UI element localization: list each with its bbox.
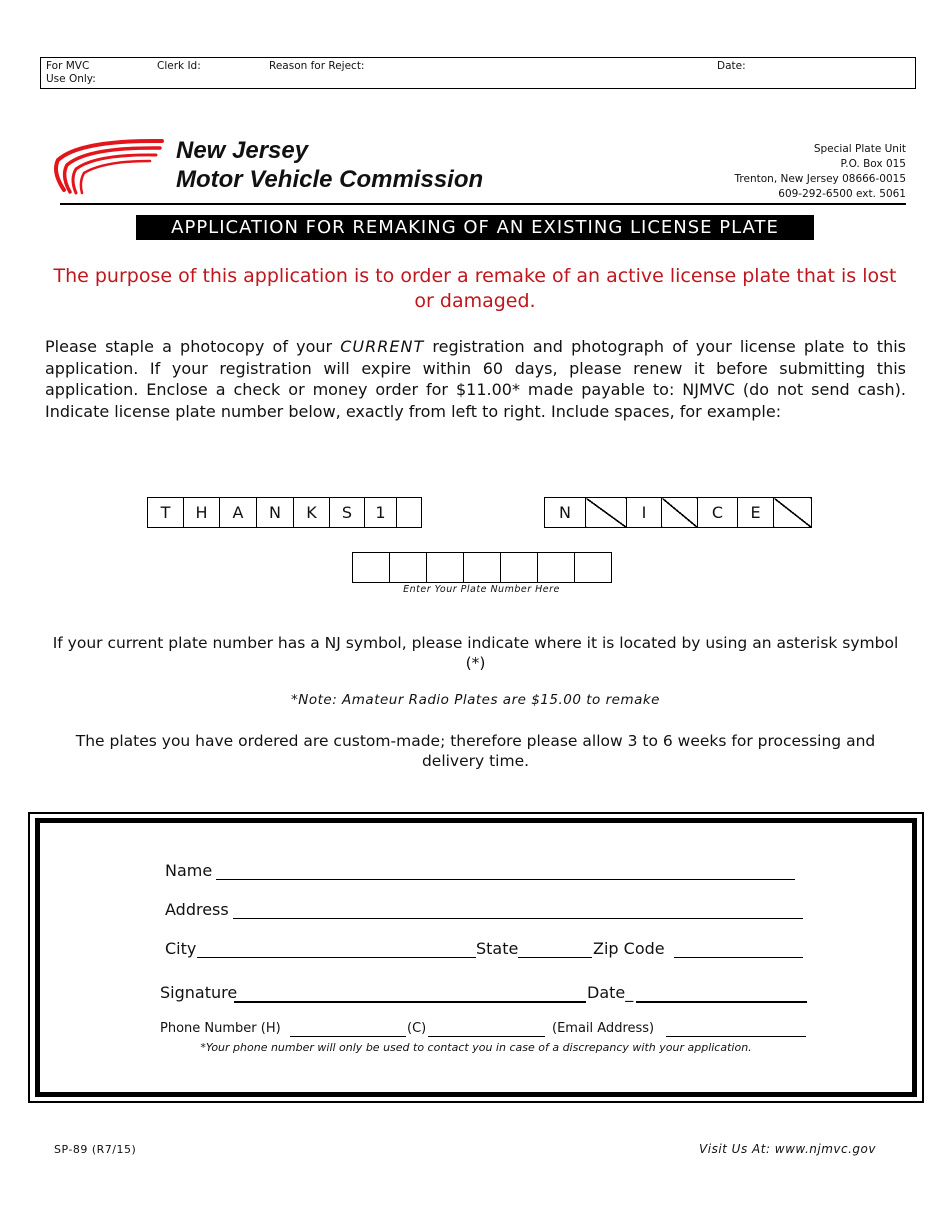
org-name-line1: New Jersey [176,137,309,164]
date-field[interactable] [636,1001,807,1003]
form-title: APPLICATION FOR REMAKING OF AN EXISTING LICENSE PLATE [136,215,814,240]
plate-cell: I [627,498,662,528]
plate-cell: S [330,498,365,528]
use-only-label: Use Only: [46,73,96,85]
plate-cell: T [148,498,184,528]
instructions-text: registration and photograph of your license plate to this application. If your registration will expire within 60 days, please renew it before submitting this application. Enclose a check or money order for $11.00* made payable to: NJMVC (do not send cash). Indicate license plate number below, exactly from left to right. Include spaces, for example: [45,337,907,421]
state-label: State [476,939,519,958]
address-line: Trenton, New Jersey 08666-0015 [734,173,906,185]
plate-entry-caption: Enter Your Plate Number Here [403,584,560,595]
address-line: P.O. Box 015 [840,158,906,170]
city-field[interactable] [197,957,476,958]
nj-symbol-instruction: If your current plate number has a NJ symbol, please indicate where it is located by using an asterisk symbol (*) [52,634,899,672]
signature-field[interactable] [234,1001,586,1003]
instructions-text: Please staple a photocopy of your [45,337,341,356]
plate-cell: C [698,498,738,528]
plate-cell: N [257,498,294,528]
plate-space-cell [774,498,812,528]
amateur-radio-note: *Note: Amateur Radio Plates are $15.00 to remake [290,692,660,708]
custom-made-notice: The plates you have ordered are custom-made; therefore please allow 3 to 6 weeks for processing and delivery time. [75,732,876,770]
mvc-date-label: Date: [717,60,746,72]
plate-space-cell [586,498,627,528]
for-mvc-label: For MVC [46,60,90,72]
plate-entry-cell[interactable] [390,553,427,583]
plate-entry-cell[interactable] [575,553,612,583]
plate-entry-cell[interactable] [353,553,390,583]
plate-entry-cell[interactable] [427,553,464,583]
mvc-use-only-box [40,57,916,89]
phone-home-field[interactable] [290,1036,406,1037]
phone-home-label: Phone Number (H) [160,1021,281,1036]
reason-for-reject-label: Reason for Reject: [269,60,365,72]
address-line: 609-292-6500 ext. 5061 [778,188,906,200]
plate-cell [397,498,422,528]
zip-code-field[interactable] [674,957,803,958]
name-field[interactable] [216,879,795,880]
signature-label: Signature [160,983,238,1002]
state-field[interactable] [518,957,592,958]
plate-entry-cell[interactable] [464,553,501,583]
name-label: Name [165,861,213,880]
plate-cell: N [545,498,586,528]
address-label: Address [165,900,229,919]
clerk-id-label: Clerk Id: [157,60,201,72]
phone-cell-field[interactable] [428,1036,545,1037]
njmvc-logo [50,138,168,198]
purpose-statement: The purpose of this application is to order a remake of an active license plate that is lost or damaged. [53,265,897,312]
current-emphasis: CURRENT [340,337,425,356]
plate-space-cell [662,498,698,528]
plate-cell: 1 [365,498,397,528]
phone-cell-label: (C) [407,1021,427,1036]
date-label: Date_ [587,983,634,1002]
email-field[interactable] [666,1036,806,1037]
header-divider [60,203,906,205]
address-field[interactable] [233,918,803,919]
example-plate-nice [544,497,812,528]
email-label: (Email Address) [552,1021,655,1036]
plate-entry-cell[interactable] [501,553,538,583]
plate-number-entry [352,552,612,583]
city-label: City [165,939,197,958]
form-code: SP-89 (R7/15) [54,1143,137,1156]
website-link[interactable]: Visit Us At: www.njmvc.gov [699,1142,876,1156]
plate-cell: H [184,498,220,528]
plate-cell: K [294,498,330,528]
plate-entry-cell[interactable] [538,553,575,583]
phone-disclaimer: *Your phone number will only be used to contact you in case of a discrepancy with your application. [200,1041,752,1054]
plate-cell: E [738,498,774,528]
instructions-paragraph [45,336,906,422]
org-name-line2: Motor Vehicle Commission [176,166,484,193]
zip-code-label: Zip Code [593,939,665,958]
example-plate-thanks1 [147,497,422,528]
plate-cell: A [220,498,257,528]
special-plate-unit-address [735,142,906,202]
address-line: Special Plate Unit [813,143,906,155]
